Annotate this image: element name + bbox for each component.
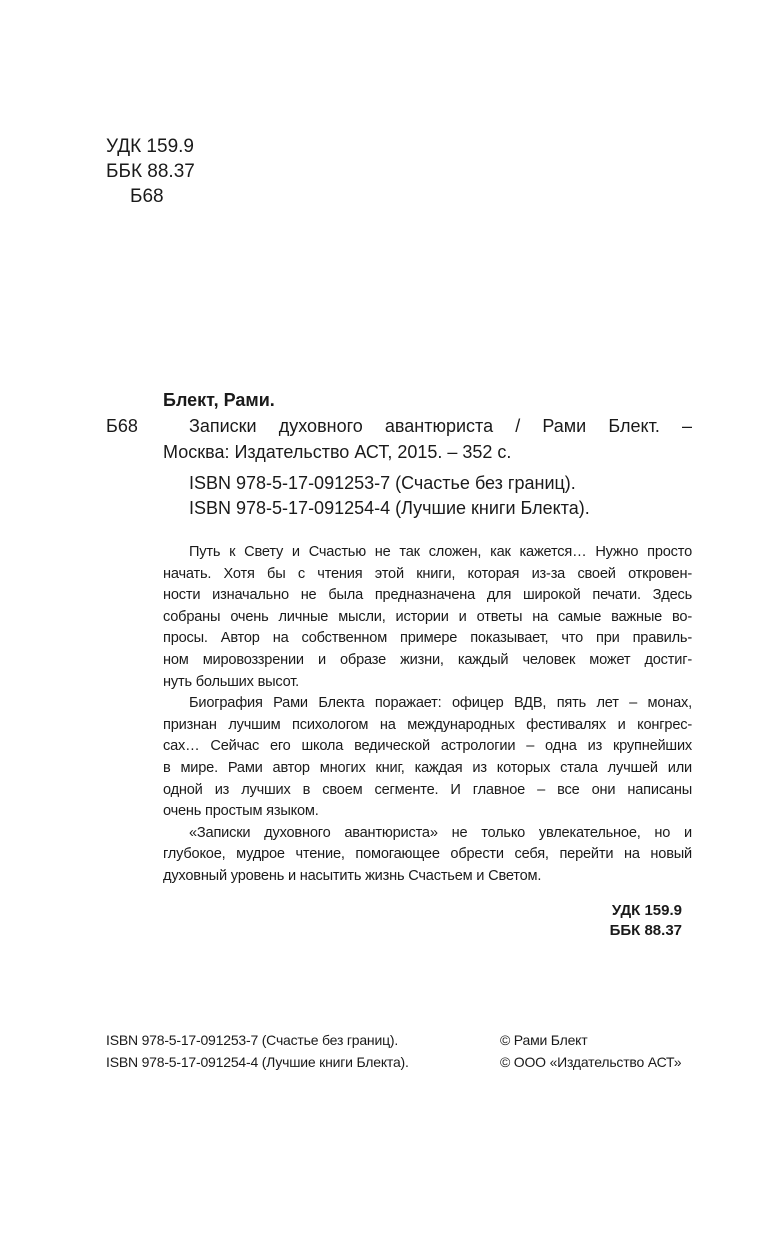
author-mark: Б68 xyxy=(130,186,164,207)
annotation-line: просы. Автор на собственном примере показывает, что при правиль- xyxy=(163,630,692,647)
copyright-author: © Рами Блект xyxy=(500,1032,588,1048)
udk-code-bold: УДК 159.9 xyxy=(611,902,682,919)
bbk-code-bold: ББК 88.37 xyxy=(609,922,682,939)
annotation-line: в мире. Рами автор многих книг, каждая из которых стала лучшей или xyxy=(163,760,692,776)
author-name: Блект, Рами. xyxy=(163,390,275,410)
udk-code: УДК 159.9 xyxy=(106,136,194,157)
annotation-line: собраны очень личные мысли, истории и ответы на самые важные во- xyxy=(163,608,692,625)
reference-line: ISBN 978-5-17-091254-4 (Лучшие книги Блекта). xyxy=(189,498,590,518)
annotation-line: «Записки духовного авантюриста» не только увлекательное, но и xyxy=(189,824,692,841)
reference-line: Москва: Издательство АСТ, 2015. – 352 с. xyxy=(163,442,512,462)
annotation-line: глубокое, мудрое чтение, помогающее обрести себя, перейти на новый xyxy=(163,846,692,863)
annotation-line: признан лучшим психологом на международных фестивалях и конгрес- xyxy=(163,716,692,733)
footer-isbn: ISBN 978-5-17-091254-4 (Лучшие книги Блекта). xyxy=(106,1054,409,1070)
reference-line: ISBN 978-5-17-091253-7 (Счастье без границ). xyxy=(189,473,576,493)
annotation-line: одной из лучших в своем сегменте. И главное – все они написаны xyxy=(163,781,692,798)
annotation-line: нуть больших высот. xyxy=(163,673,300,690)
annotation-line: ности изначально не была предназначена для широкой печати. Здесь xyxy=(163,587,692,604)
copyright-publisher: © ООО «Издательство АСТ» xyxy=(500,1054,682,1070)
annotation-line: очень простым языком. xyxy=(163,803,319,820)
annotation-line: Биография Рами Блекта поражает: офицер ВДВ, пять лет – монах, xyxy=(189,695,692,712)
reference-line: Записки духовного авантюриста / Рами Блект. – xyxy=(189,416,692,436)
annotation-line: духовный уровень и насытить жизнь Счастьем и Светом. xyxy=(163,868,542,884)
annotation-line: начать. Хотя бы с чтения этой книги, которая из-за своей откровен- xyxy=(163,565,692,582)
annotation-line: сах… Сейчас его школа ведической астрологии – одна из крупнейших xyxy=(163,738,692,755)
bbk-code: ББК 88.37 xyxy=(106,161,195,182)
annotation-line: Путь к Свету и Счастью не так сложен, как кажется… Нужно просто xyxy=(189,544,692,560)
reference-mark: Б68 xyxy=(106,416,138,436)
annotation-line: ном мировоззрении и образе жизни, каждый человек может достиг- xyxy=(163,652,692,668)
footer-isbn: ISBN 978-5-17-091253-7 (Счастье без границ). xyxy=(106,1032,399,1048)
